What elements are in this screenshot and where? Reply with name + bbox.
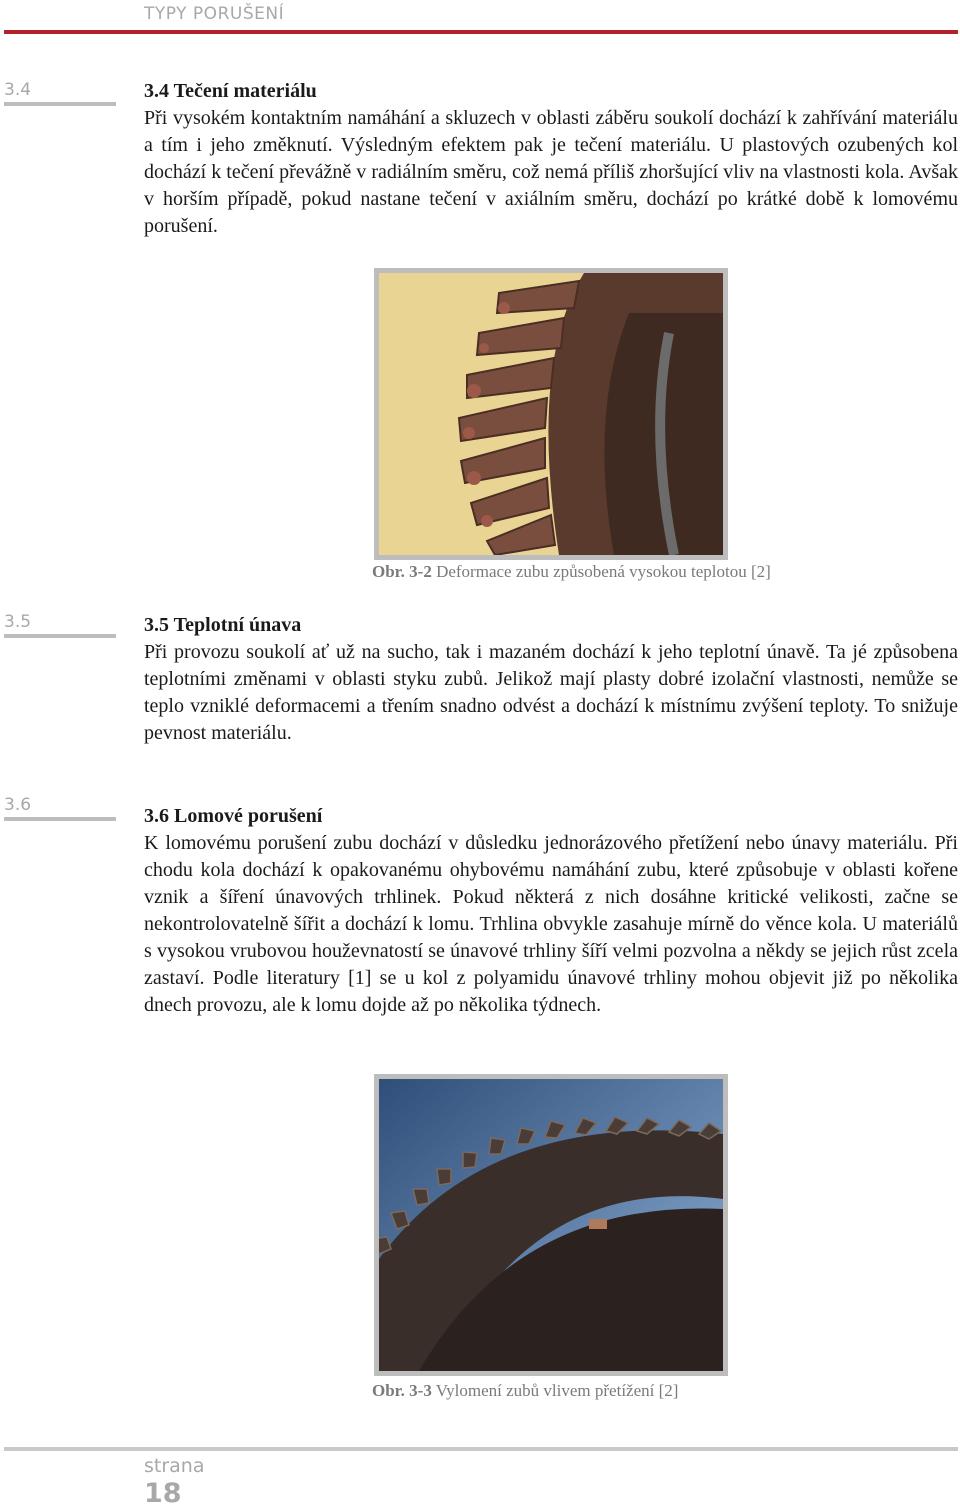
section-3-4 bbox=[144, 78, 958, 240]
figure-caption bbox=[372, 562, 771, 582]
figure-label: Obr. 3-2 bbox=[372, 562, 432, 581]
header-rule bbox=[4, 30, 958, 34]
running-header: TYPY PORUŠENÍ bbox=[144, 4, 285, 24]
section-paragraph: K lomovému porušení zubu dochází v důsledku jednorázového přetížení nebo únavy materiálu. Při chodu kola dochází k opakovanému ohybovému namáhání zubu, které způsobuje v oblasti kořene vznik a šíření únavových trhlinek. Pokud některá z nich dosáhne kritické velikosti, začne se nekontrolovatelně šířit a dochází k lomu. Trhlina obvykle zasahuje mírně do věnce kola. U materiálů s vysokou vrubovou houževnatostí se únavové trhliny šíří velmi pozvolna a někdy se jejich růst zcela zastaví. Podle literatury [1] se u kol z polyamidu únavové trhliny mohou objevit již po několika dnech provozu, ale k lomu dojde až po několika týdnech. bbox=[144, 832, 958, 1016]
footer-page-label: strana bbox=[144, 1455, 205, 1477]
figure-caption bbox=[372, 1381, 678, 1401]
deformed-gear-image bbox=[379, 273, 723, 555]
margin-section-number: 3.5 bbox=[4, 612, 32, 632]
margin-section-number: 3.4 bbox=[4, 80, 32, 100]
section-title: 3.4 Tečení materiálu bbox=[144, 80, 317, 102]
footer-page-number: 18 bbox=[144, 1478, 182, 1509]
footer-rule bbox=[4, 1447, 958, 1451]
section-paragraph: Při provozu soukolí ať už na sucho, tak i mazaném dochází k jeho teplotní únavě. Ta jé způsobena teplotními změnami v oblasti styku zubů. Jelikož mají plasty dobré izolační vlastnosti, nemůže se teplo vzniklé deformacemi a třením snadno odvést a dochází k místnímu zvýšení teploty. To snižuje pevnost materiálu. bbox=[144, 641, 958, 744]
margin-divider bbox=[4, 634, 116, 638]
figure-broken-gear-photo bbox=[374, 1074, 728, 1376]
figure-caption-text: Vylomení zubů vlivem přetížení [2] bbox=[435, 1381, 679, 1400]
section-title: 3.6 Lomové porušení bbox=[144, 805, 323, 827]
section-3-5 bbox=[144, 612, 958, 747]
section-paragraph: Při vysokém kontaktním namáhání a skluzech v oblasti záběru soukolí dochází k zahřívání materiálu a tím i jeho změknutí. Výsledným efektem pak je tečení materiálu. U plastových ozubených kol dochází k tečení převážně v radiálním směru, což nemá příliš zhoršující vliv na vlastnosti kola. Avšak v horším případě, pokud nastane tečení v axiálním směru, dochází po krátké době k lomovému porušení. bbox=[144, 107, 958, 237]
figure-label: Obr. 3-3 bbox=[372, 1381, 432, 1400]
section-title: 3.5 Teplotní únava bbox=[144, 614, 302, 636]
broken-gear-image bbox=[379, 1079, 723, 1371]
section-3-6 bbox=[144, 803, 958, 1019]
figure-caption-text: Deformace zubu způsobená vysokou teplotou [2] bbox=[436, 562, 771, 581]
margin-section-number: 3.6 bbox=[4, 795, 32, 815]
margin-divider bbox=[4, 102, 116, 106]
figure-deformed-gear-photo bbox=[374, 268, 728, 560]
margin-divider bbox=[4, 817, 116, 821]
